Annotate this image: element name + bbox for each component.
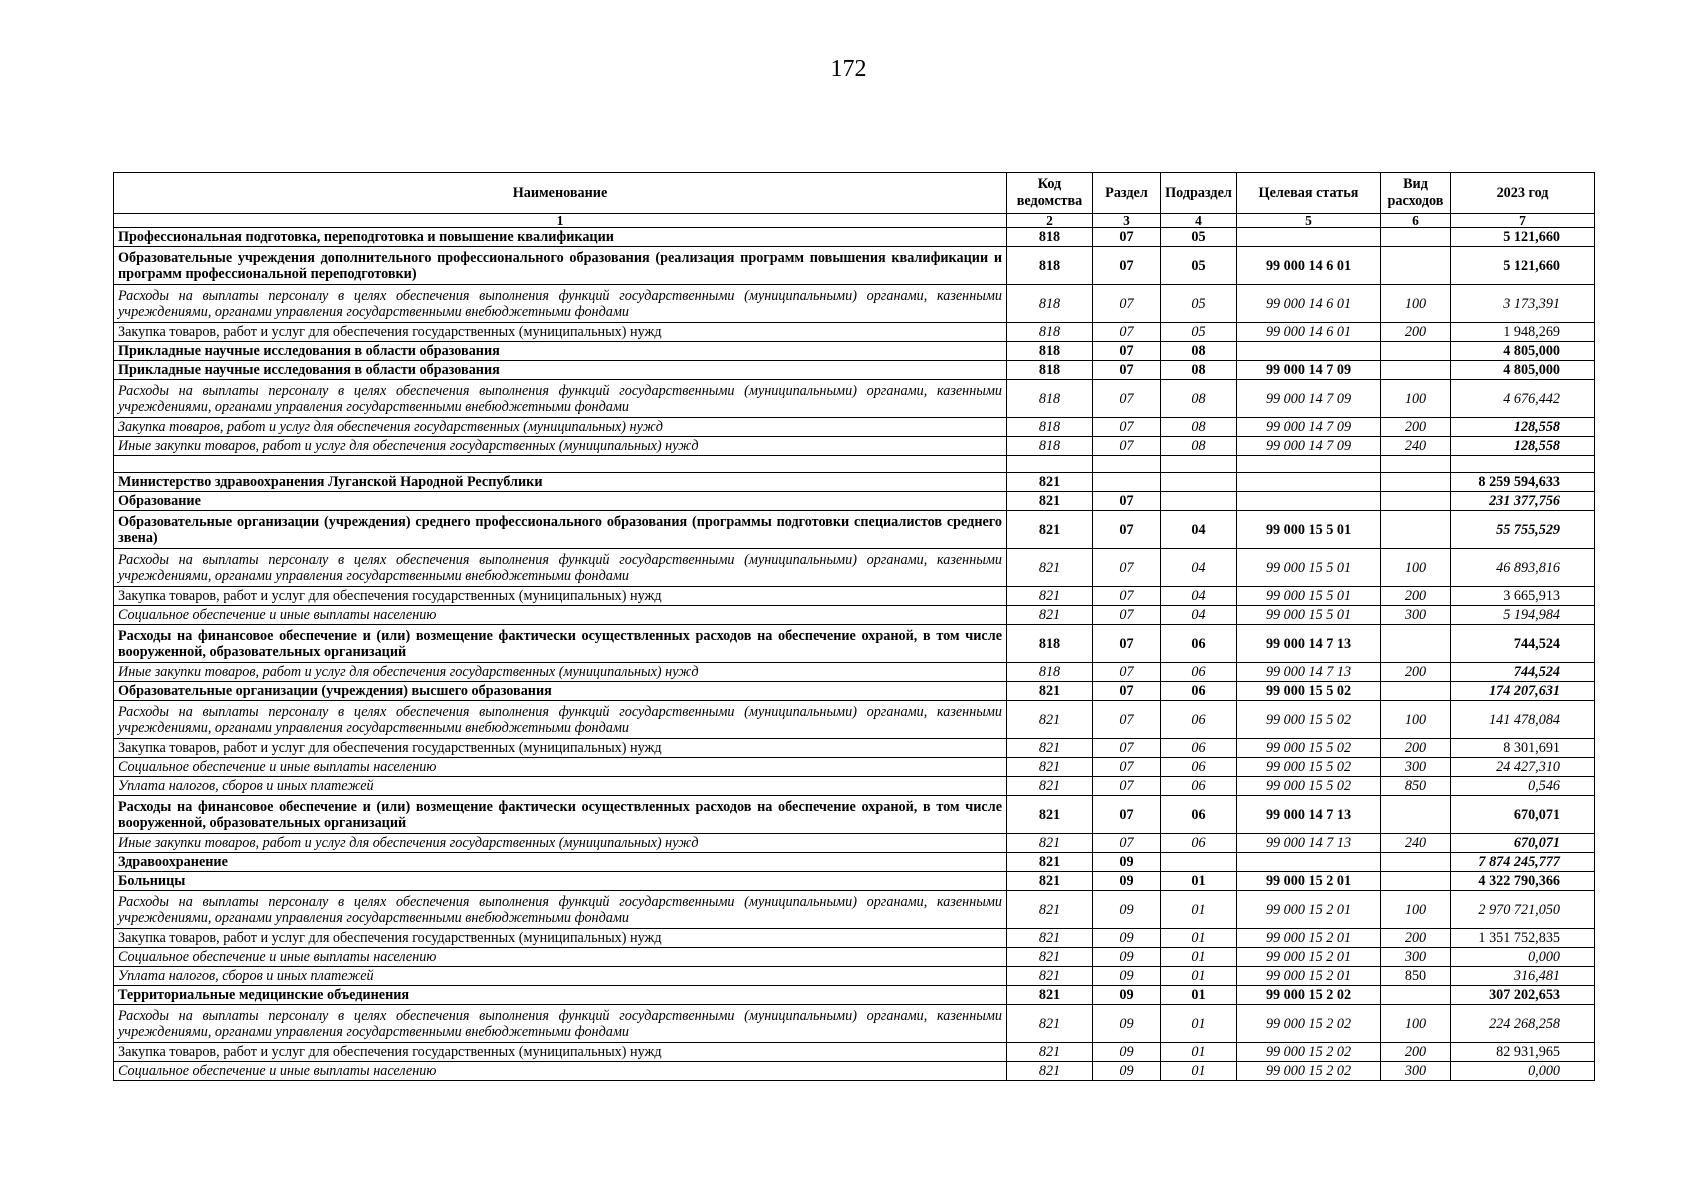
- cell-name: Расходы на выплаты персоналу в целях обеспечения выполнения функций государственными (муниципальными) органами, казенными учреждениями, органами управления государственными внебюджетными фондами: [114, 1005, 1007, 1043]
- cell-target-article: 99 000 15 5 02: [1237, 701, 1381, 739]
- cell-target-article: [1237, 853, 1381, 872]
- cell-ved-code: 818: [1007, 437, 1093, 456]
- cell-ved-code: 821: [1007, 1043, 1093, 1062]
- cell-podrazdel: 05: [1161, 228, 1237, 247]
- cell-amount: 174 207,631: [1451, 682, 1595, 701]
- cell-amount: 744,524: [1451, 625, 1595, 663]
- cell-razdel: 07: [1093, 663, 1161, 682]
- cell-podrazdel: 06: [1161, 663, 1237, 682]
- cell-ved-code: 821: [1007, 739, 1093, 758]
- table-row: [114, 853, 1595, 872]
- table-row: [114, 986, 1595, 1005]
- cell-name: Иные закупки товаров, работ и услуг для обеспечения государственных (муниципальных) нужд: [114, 437, 1007, 456]
- cell-podrazdel: 06: [1161, 625, 1237, 663]
- table-row: [114, 758, 1595, 777]
- cell-target-article: 99 000 15 2 01: [1237, 872, 1381, 891]
- cell-amount: [1451, 456, 1595, 473]
- cell-expense-type: 100: [1381, 701, 1451, 739]
- table-row: [114, 967, 1595, 986]
- cell-expense-type: 300: [1381, 1062, 1451, 1081]
- cell-razdel: 07: [1093, 492, 1161, 511]
- column-number: 7: [1451, 214, 1595, 228]
- cell-amount: 0,000: [1451, 948, 1595, 967]
- table-row: [114, 473, 1595, 492]
- cell-razdel: 07: [1093, 777, 1161, 796]
- table-row: [114, 701, 1595, 739]
- budget-table: [113, 172, 1595, 1081]
- cell-ved-code: 821: [1007, 758, 1093, 777]
- table-row: [114, 625, 1595, 663]
- cell-podrazdel: 06: [1161, 796, 1237, 834]
- cell-razdel: 07: [1093, 739, 1161, 758]
- cell-podrazdel: 05: [1161, 323, 1237, 342]
- cell-amount: 4 322 790,366: [1451, 872, 1595, 891]
- cell-target-article: [1237, 342, 1381, 361]
- cell-name: Расходы на выплаты персоналу в целях обеспечения выполнения функций государственными (муниципальными) органами, казенными учреждениями, органами управления государственными внебюджетными фондами: [114, 380, 1007, 418]
- cell-amount: 307 202,653: [1451, 986, 1595, 1005]
- cell-podrazdel: 04: [1161, 511, 1237, 549]
- cell-podrazdel: 01: [1161, 872, 1237, 891]
- cell-podrazdel: [1161, 853, 1237, 872]
- cell-amount: 5 121,660: [1451, 247, 1595, 285]
- cell-target-article: 99 000 15 5 01: [1237, 511, 1381, 549]
- header-row: [114, 173, 1595, 214]
- cell-ved-code: 818: [1007, 418, 1093, 437]
- cell-target-article: 99 000 15 2 02: [1237, 986, 1381, 1005]
- column-number: 2: [1007, 214, 1093, 228]
- header-ved-code: Код ведомства: [1007, 173, 1093, 214]
- cell-podrazdel: 04: [1161, 587, 1237, 606]
- cell-expense-type: 200: [1381, 587, 1451, 606]
- cell-ved-code: 821: [1007, 606, 1093, 625]
- cell-podrazdel: 08: [1161, 437, 1237, 456]
- cell-expense-type: 850: [1381, 967, 1451, 986]
- cell-amount: 46 893,816: [1451, 549, 1595, 587]
- cell-amount: 2 970 721,050: [1451, 891, 1595, 929]
- cell-name: Образовательные организации (учреждения) среднего профессионального образования (программы подготовки специалистов среднего звена): [114, 511, 1007, 549]
- cell-name: Образовательные учреждения дополнительного профессионального образования (реализация программ повышения квалификации и программ профессиональной переподготовки): [114, 247, 1007, 285]
- cell-ved-code: 821: [1007, 777, 1093, 796]
- cell-podrazdel: 08: [1161, 380, 1237, 418]
- cell-ved-code: 821: [1007, 986, 1093, 1005]
- cell-razdel: 09: [1093, 891, 1161, 929]
- cell-expense-type: 100: [1381, 1005, 1451, 1043]
- cell-podrazdel: 01: [1161, 967, 1237, 986]
- cell-target-article: 99 000 15 5 02: [1237, 777, 1381, 796]
- cell-expense-type: [1381, 625, 1451, 663]
- cell-target-article: [1237, 492, 1381, 511]
- page-number: 172: [830, 56, 867, 82]
- cell-expense-type: [1381, 796, 1451, 834]
- cell-ved-code: 821: [1007, 682, 1093, 701]
- cell-ved-code: 818: [1007, 285, 1093, 323]
- cell-amount: 3 173,391: [1451, 285, 1595, 323]
- cell-expense-type: [1381, 492, 1451, 511]
- cell-target-article: 99 000 15 5 02: [1237, 758, 1381, 777]
- cell-podrazdel: [1161, 456, 1237, 473]
- cell-expense-type: [1381, 247, 1451, 285]
- cell-podrazdel: 01: [1161, 948, 1237, 967]
- cell-expense-type: 100: [1381, 891, 1451, 929]
- cell-name: Социальное обеспечение и иные выплаты населению: [114, 1062, 1007, 1081]
- cell-razdel: 09: [1093, 872, 1161, 891]
- cell-podrazdel: 01: [1161, 1062, 1237, 1081]
- cell-name: Социальное обеспечение и иные выплаты населению: [114, 606, 1007, 625]
- table-row: [114, 437, 1595, 456]
- table-row: [114, 663, 1595, 682]
- cell-ved-code: 818: [1007, 247, 1093, 285]
- cell-ved-code: 821: [1007, 1005, 1093, 1043]
- cell-expense-type: 200: [1381, 663, 1451, 682]
- cell-ved-code: 821: [1007, 1062, 1093, 1081]
- cell-name: Иные закупки товаров, работ и услуг для обеспечения государственных (муниципальных) нужд: [114, 834, 1007, 853]
- cell-target-article: 99 000 14 7 13: [1237, 625, 1381, 663]
- table-row: [114, 834, 1595, 853]
- cell-razdel: 07: [1093, 682, 1161, 701]
- cell-target-article: 99 000 15 5 01: [1237, 587, 1381, 606]
- table-row: [114, 948, 1595, 967]
- cell-target-article: 99 000 15 5 01: [1237, 549, 1381, 587]
- cell-expense-type: 240: [1381, 834, 1451, 853]
- cell-name: Расходы на выплаты персоналу в целях обеспечения выполнения функций государственными (муниципальными) органами, казенными учреждениями, органами управления государственными внебюджетными фондами: [114, 549, 1007, 587]
- cell-target-article: 99 000 15 2 02: [1237, 1043, 1381, 1062]
- table-row: [114, 606, 1595, 625]
- cell-name: Закупка товаров, работ и услуг для обеспечения государственных (муниципальных) нужд: [114, 587, 1007, 606]
- cell-razdel: 07: [1093, 361, 1161, 380]
- cell-name: Министерство здравоохранения Луганской Народной Республики: [114, 473, 1007, 492]
- cell-ved-code: 821: [1007, 891, 1093, 929]
- cell-podrazdel: 05: [1161, 247, 1237, 285]
- cell-expense-type: [1381, 473, 1451, 492]
- cell-expense-type: [1381, 228, 1451, 247]
- cell-podrazdel: 06: [1161, 701, 1237, 739]
- cell-razdel: 09: [1093, 948, 1161, 967]
- cell-amount: 5 121,660: [1451, 228, 1595, 247]
- column-number: 6: [1381, 214, 1451, 228]
- cell-amount: 141 478,084: [1451, 701, 1595, 739]
- table-row: [114, 361, 1595, 380]
- cell-name: Территориальные медицинские объединения: [114, 986, 1007, 1005]
- cell-expense-type: 100: [1381, 549, 1451, 587]
- column-number: 5: [1237, 214, 1381, 228]
- cell-target-article: 99 000 15 2 02: [1237, 1062, 1381, 1081]
- cell-ved-code: 818: [1007, 625, 1093, 663]
- cell-expense-type: 200: [1381, 929, 1451, 948]
- cell-name: Закупка товаров, работ и услуг для обеспечения государственных (муниципальных) нужд: [114, 323, 1007, 342]
- cell-podrazdel: 01: [1161, 986, 1237, 1005]
- header-target-article: Целевая статья: [1237, 173, 1381, 214]
- cell-name: Образовательные организации (учреждения) высшего образования: [114, 682, 1007, 701]
- cell-ved-code: 821: [1007, 853, 1093, 872]
- cell-podrazdel: 06: [1161, 834, 1237, 853]
- cell-ved-code: 818: [1007, 663, 1093, 682]
- cell-expense-type: 300: [1381, 758, 1451, 777]
- cell-podrazdel: [1161, 473, 1237, 492]
- cell-amount: 316,481: [1451, 967, 1595, 986]
- cell-name: Расходы на финансовое обеспечение и (или) возмещение фактически осуществленных расходов на обеспечение охраной, в том числе вооруженной, образовательных организаций: [114, 796, 1007, 834]
- cell-expense-type: 850: [1381, 777, 1451, 796]
- cell-amount: 670,071: [1451, 796, 1595, 834]
- column-number: 1: [114, 214, 1007, 228]
- cell-target-article: 99 000 15 2 01: [1237, 929, 1381, 948]
- cell-razdel: [1093, 473, 1161, 492]
- cell-expense-type: 240: [1381, 437, 1451, 456]
- table-row: [114, 323, 1595, 342]
- header-expense-type: Вид расходов: [1381, 173, 1451, 214]
- cell-expense-type: 100: [1381, 285, 1451, 323]
- cell-name: Закупка товаров, работ и услуг для обеспечения государственных (муниципальных) нужд: [114, 418, 1007, 437]
- cell-target-article: 99 000 15 2 02: [1237, 1005, 1381, 1043]
- table-row: [114, 228, 1595, 247]
- cell-podrazdel: 01: [1161, 929, 1237, 948]
- cell-razdel: 09: [1093, 1043, 1161, 1062]
- cell-amount: 4 676,442: [1451, 380, 1595, 418]
- header-name: Наименование: [114, 173, 1007, 214]
- cell-ved-code: 821: [1007, 473, 1093, 492]
- cell-expense-type: [1381, 456, 1451, 473]
- cell-razdel: 09: [1093, 1005, 1161, 1043]
- cell-razdel: 07: [1093, 834, 1161, 853]
- cell-razdel: 09: [1093, 967, 1161, 986]
- cell-podrazdel: 01: [1161, 1043, 1237, 1062]
- cell-name: Закупка товаров, работ и услуг для обеспечения государственных (муниципальных) нужд: [114, 1043, 1007, 1062]
- cell-name: Расходы на выплаты персоналу в целях обеспечения выполнения функций государственными (муниципальными) органами, казенными учреждениями, органами управления государственными внебюджетными фондами: [114, 701, 1007, 739]
- table-row: [114, 872, 1595, 891]
- cell-expense-type: 200: [1381, 1043, 1451, 1062]
- cell-razdel: 07: [1093, 606, 1161, 625]
- cell-razdel: 07: [1093, 511, 1161, 549]
- cell-razdel: [1093, 456, 1161, 473]
- cell-ved-code: 821: [1007, 492, 1093, 511]
- cell-amount: 4 805,000: [1451, 342, 1595, 361]
- cell-ved-code: [1007, 456, 1093, 473]
- cell-ved-code: 821: [1007, 511, 1093, 549]
- cell-podrazdel: 06: [1161, 758, 1237, 777]
- cell-target-article: 99 000 15 5 02: [1237, 682, 1381, 701]
- cell-razdel: 07: [1093, 380, 1161, 418]
- cell-razdel: 07: [1093, 418, 1161, 437]
- table-row: [114, 891, 1595, 929]
- cell-ved-code: 818: [1007, 323, 1093, 342]
- cell-target-article: 99 000 14 7 09: [1237, 380, 1381, 418]
- cell-podrazdel: 06: [1161, 739, 1237, 758]
- cell-amount: 82 931,965: [1451, 1043, 1595, 1062]
- cell-name: Прикладные научные исследования в области образования: [114, 342, 1007, 361]
- cell-target-article: 99 000 14 7 13: [1237, 796, 1381, 834]
- cell-name: Здравоохранение: [114, 853, 1007, 872]
- cell-razdel: 09: [1093, 853, 1161, 872]
- table-row: [114, 342, 1595, 361]
- cell-amount: 128,558: [1451, 437, 1595, 456]
- header-year-2023: 2023 год: [1451, 173, 1595, 214]
- column-number: 4: [1161, 214, 1237, 228]
- cell-amount: 8 301,691: [1451, 739, 1595, 758]
- cell-razdel: 07: [1093, 247, 1161, 285]
- cell-ved-code: 821: [1007, 967, 1093, 986]
- cell-razdel: 07: [1093, 758, 1161, 777]
- header-razdel: Раздел: [1093, 173, 1161, 214]
- cell-ved-code: 818: [1007, 228, 1093, 247]
- cell-razdel: 07: [1093, 587, 1161, 606]
- table-row: [114, 777, 1595, 796]
- cell-amount: 7 874 245,777: [1451, 853, 1595, 872]
- cell-podrazdel: 06: [1161, 777, 1237, 796]
- table-row: [114, 549, 1595, 587]
- cell-razdel: 07: [1093, 228, 1161, 247]
- cell-expense-type: 300: [1381, 606, 1451, 625]
- cell-expense-type: [1381, 853, 1451, 872]
- cell-amount: 231 377,756: [1451, 492, 1595, 511]
- cell-name: Закупка товаров, работ и услуг для обеспечения государственных (муниципальных) нужд: [114, 929, 1007, 948]
- cell-amount: 0,000: [1451, 1062, 1595, 1081]
- cell-ved-code: 821: [1007, 834, 1093, 853]
- cell-podrazdel: 05: [1161, 285, 1237, 323]
- cell-name: [114, 456, 1007, 473]
- cell-expense-type: [1381, 872, 1451, 891]
- cell-amount: 55 755,529: [1451, 511, 1595, 549]
- cell-amount: 5 194,984: [1451, 606, 1595, 625]
- cell-ved-code: 821: [1007, 948, 1093, 967]
- cell-target-article: 99 000 15 5 02: [1237, 739, 1381, 758]
- table-body: [114, 228, 1595, 1081]
- cell-razdel: 09: [1093, 1062, 1161, 1081]
- cell-razdel: 07: [1093, 796, 1161, 834]
- cell-ved-code: 818: [1007, 361, 1093, 380]
- cell-ved-code: 818: [1007, 380, 1093, 418]
- cell-name: Расходы на выплаты персоналу в целях обеспечения выполнения функций государственными (муниципальными) органами, казенными учреждениями, органами управления государственными внебюджетными фондами: [114, 285, 1007, 323]
- cell-podrazdel: 08: [1161, 342, 1237, 361]
- cell-razdel: 09: [1093, 929, 1161, 948]
- cell-podrazdel: 08: [1161, 361, 1237, 380]
- cell-podrazdel: 08: [1161, 418, 1237, 437]
- cell-amount: 3 665,913: [1451, 587, 1595, 606]
- cell-name: Больницы: [114, 872, 1007, 891]
- cell-amount: 670,071: [1451, 834, 1595, 853]
- cell-target-article: [1237, 473, 1381, 492]
- cell-podrazdel: 04: [1161, 549, 1237, 587]
- cell-amount: 1 948,269: [1451, 323, 1595, 342]
- cell-target-article: 99 000 15 2 01: [1237, 967, 1381, 986]
- cell-name: Расходы на выплаты персоналу в целях обеспечения выполнения функций государственными (муниципальными) органами, казенными учреждениями, органами управления государственными внебюджетными фондами: [114, 891, 1007, 929]
- cell-podrazdel: 06: [1161, 682, 1237, 701]
- table-row: [114, 739, 1595, 758]
- cell-target-article: 99 000 14 7 09: [1237, 437, 1381, 456]
- cell-name: Социальное обеспечение и иные выплаты населению: [114, 948, 1007, 967]
- cell-podrazdel: [1161, 492, 1237, 511]
- cell-target-article: 99 000 14 7 13: [1237, 663, 1381, 682]
- cell-expense-type: [1381, 511, 1451, 549]
- cell-name: Профессиональная подготовка, переподготовка и повышение квалификации: [114, 228, 1007, 247]
- cell-expense-type: 100: [1381, 380, 1451, 418]
- cell-name: Социальное обеспечение и иные выплаты населению: [114, 758, 1007, 777]
- cell-amount: 1 351 752,835: [1451, 929, 1595, 948]
- cell-razdel: 09: [1093, 986, 1161, 1005]
- cell-target-article: [1237, 228, 1381, 247]
- cell-razdel: 07: [1093, 323, 1161, 342]
- cell-razdel: 07: [1093, 437, 1161, 456]
- cell-target-article: 99 000 14 7 09: [1237, 361, 1381, 380]
- table-row: [114, 418, 1595, 437]
- cell-target-article: 99 000 14 6 01: [1237, 323, 1381, 342]
- cell-ved-code: 821: [1007, 796, 1093, 834]
- cell-ved-code: 821: [1007, 929, 1093, 948]
- cell-target-article: [1237, 456, 1381, 473]
- cell-amount: 24 427,310: [1451, 758, 1595, 777]
- table-row: [114, 247, 1595, 285]
- cell-target-article: 99 000 14 7 09: [1237, 418, 1381, 437]
- column-number-row: [114, 214, 1595, 228]
- cell-name: Прикладные научные исследования в области образования: [114, 361, 1007, 380]
- cell-ved-code: 821: [1007, 701, 1093, 739]
- cell-expense-type: 300: [1381, 948, 1451, 967]
- cell-expense-type: 200: [1381, 418, 1451, 437]
- cell-amount: 224 268,258: [1451, 1005, 1595, 1043]
- cell-target-article: 99 000 14 6 01: [1237, 247, 1381, 285]
- cell-ved-code: 818: [1007, 342, 1093, 361]
- cell-podrazdel: 04: [1161, 606, 1237, 625]
- cell-target-article: 99 000 15 2 01: [1237, 948, 1381, 967]
- cell-name: Уплата налогов, сборов и иных платежей: [114, 967, 1007, 986]
- cell-ved-code: 821: [1007, 872, 1093, 891]
- header-podrazdel: Подраздел: [1161, 173, 1237, 214]
- cell-expense-type: 200: [1381, 323, 1451, 342]
- cell-podrazdel: 01: [1161, 1005, 1237, 1043]
- cell-razdel: 07: [1093, 285, 1161, 323]
- cell-name: Уплата налогов, сборов и иных платежей: [114, 777, 1007, 796]
- cell-amount: 0,546: [1451, 777, 1595, 796]
- cell-ved-code: 821: [1007, 549, 1093, 587]
- table-row: [114, 1043, 1595, 1062]
- cell-target-article: 99 000 15 2 01: [1237, 891, 1381, 929]
- cell-razdel: 07: [1093, 549, 1161, 587]
- cell-name: Образование: [114, 492, 1007, 511]
- table-row: [114, 285, 1595, 323]
- cell-expense-type: 200: [1381, 739, 1451, 758]
- cell-name: Расходы на финансовое обеспечение и (или) возмещение фактически осуществленных расходов на обеспечение охраной, в том числе вооруженной, образовательных организаций: [114, 625, 1007, 663]
- table-row-empty: [114, 456, 1595, 473]
- cell-podrazdel: 01: [1161, 891, 1237, 929]
- cell-expense-type: [1381, 342, 1451, 361]
- table-row: [114, 511, 1595, 549]
- cell-amount: 4 805,000: [1451, 361, 1595, 380]
- column-number: 3: [1093, 214, 1161, 228]
- cell-expense-type: [1381, 361, 1451, 380]
- cell-target-article: 99 000 14 7 13: [1237, 834, 1381, 853]
- cell-razdel: 07: [1093, 701, 1161, 739]
- cell-name: Иные закупки товаров, работ и услуг для обеспечения государственных (муниципальных) нужд: [114, 663, 1007, 682]
- table-row: [114, 492, 1595, 511]
- table-row: [114, 380, 1595, 418]
- cell-razdel: 07: [1093, 625, 1161, 663]
- cell-target-article: 99 000 14 6 01: [1237, 285, 1381, 323]
- cell-amount: 8 259 594,633: [1451, 473, 1595, 492]
- table-row: [114, 587, 1595, 606]
- cell-amount: 128,558: [1451, 418, 1595, 437]
- cell-razdel: 07: [1093, 342, 1161, 361]
- table-row: [114, 1062, 1595, 1081]
- table-row: [114, 1005, 1595, 1043]
- cell-target-article: 99 000 15 5 01: [1237, 606, 1381, 625]
- cell-expense-type: [1381, 986, 1451, 1005]
- cell-expense-type: [1381, 682, 1451, 701]
- table-row: [114, 682, 1595, 701]
- cell-name: Закупка товаров, работ и услуг для обеспечения государственных (муниципальных) нужд: [114, 739, 1007, 758]
- cell-ved-code: 821: [1007, 587, 1093, 606]
- table-row: [114, 796, 1595, 834]
- cell-amount: 744,524: [1451, 663, 1595, 682]
- table-row: [114, 929, 1595, 948]
